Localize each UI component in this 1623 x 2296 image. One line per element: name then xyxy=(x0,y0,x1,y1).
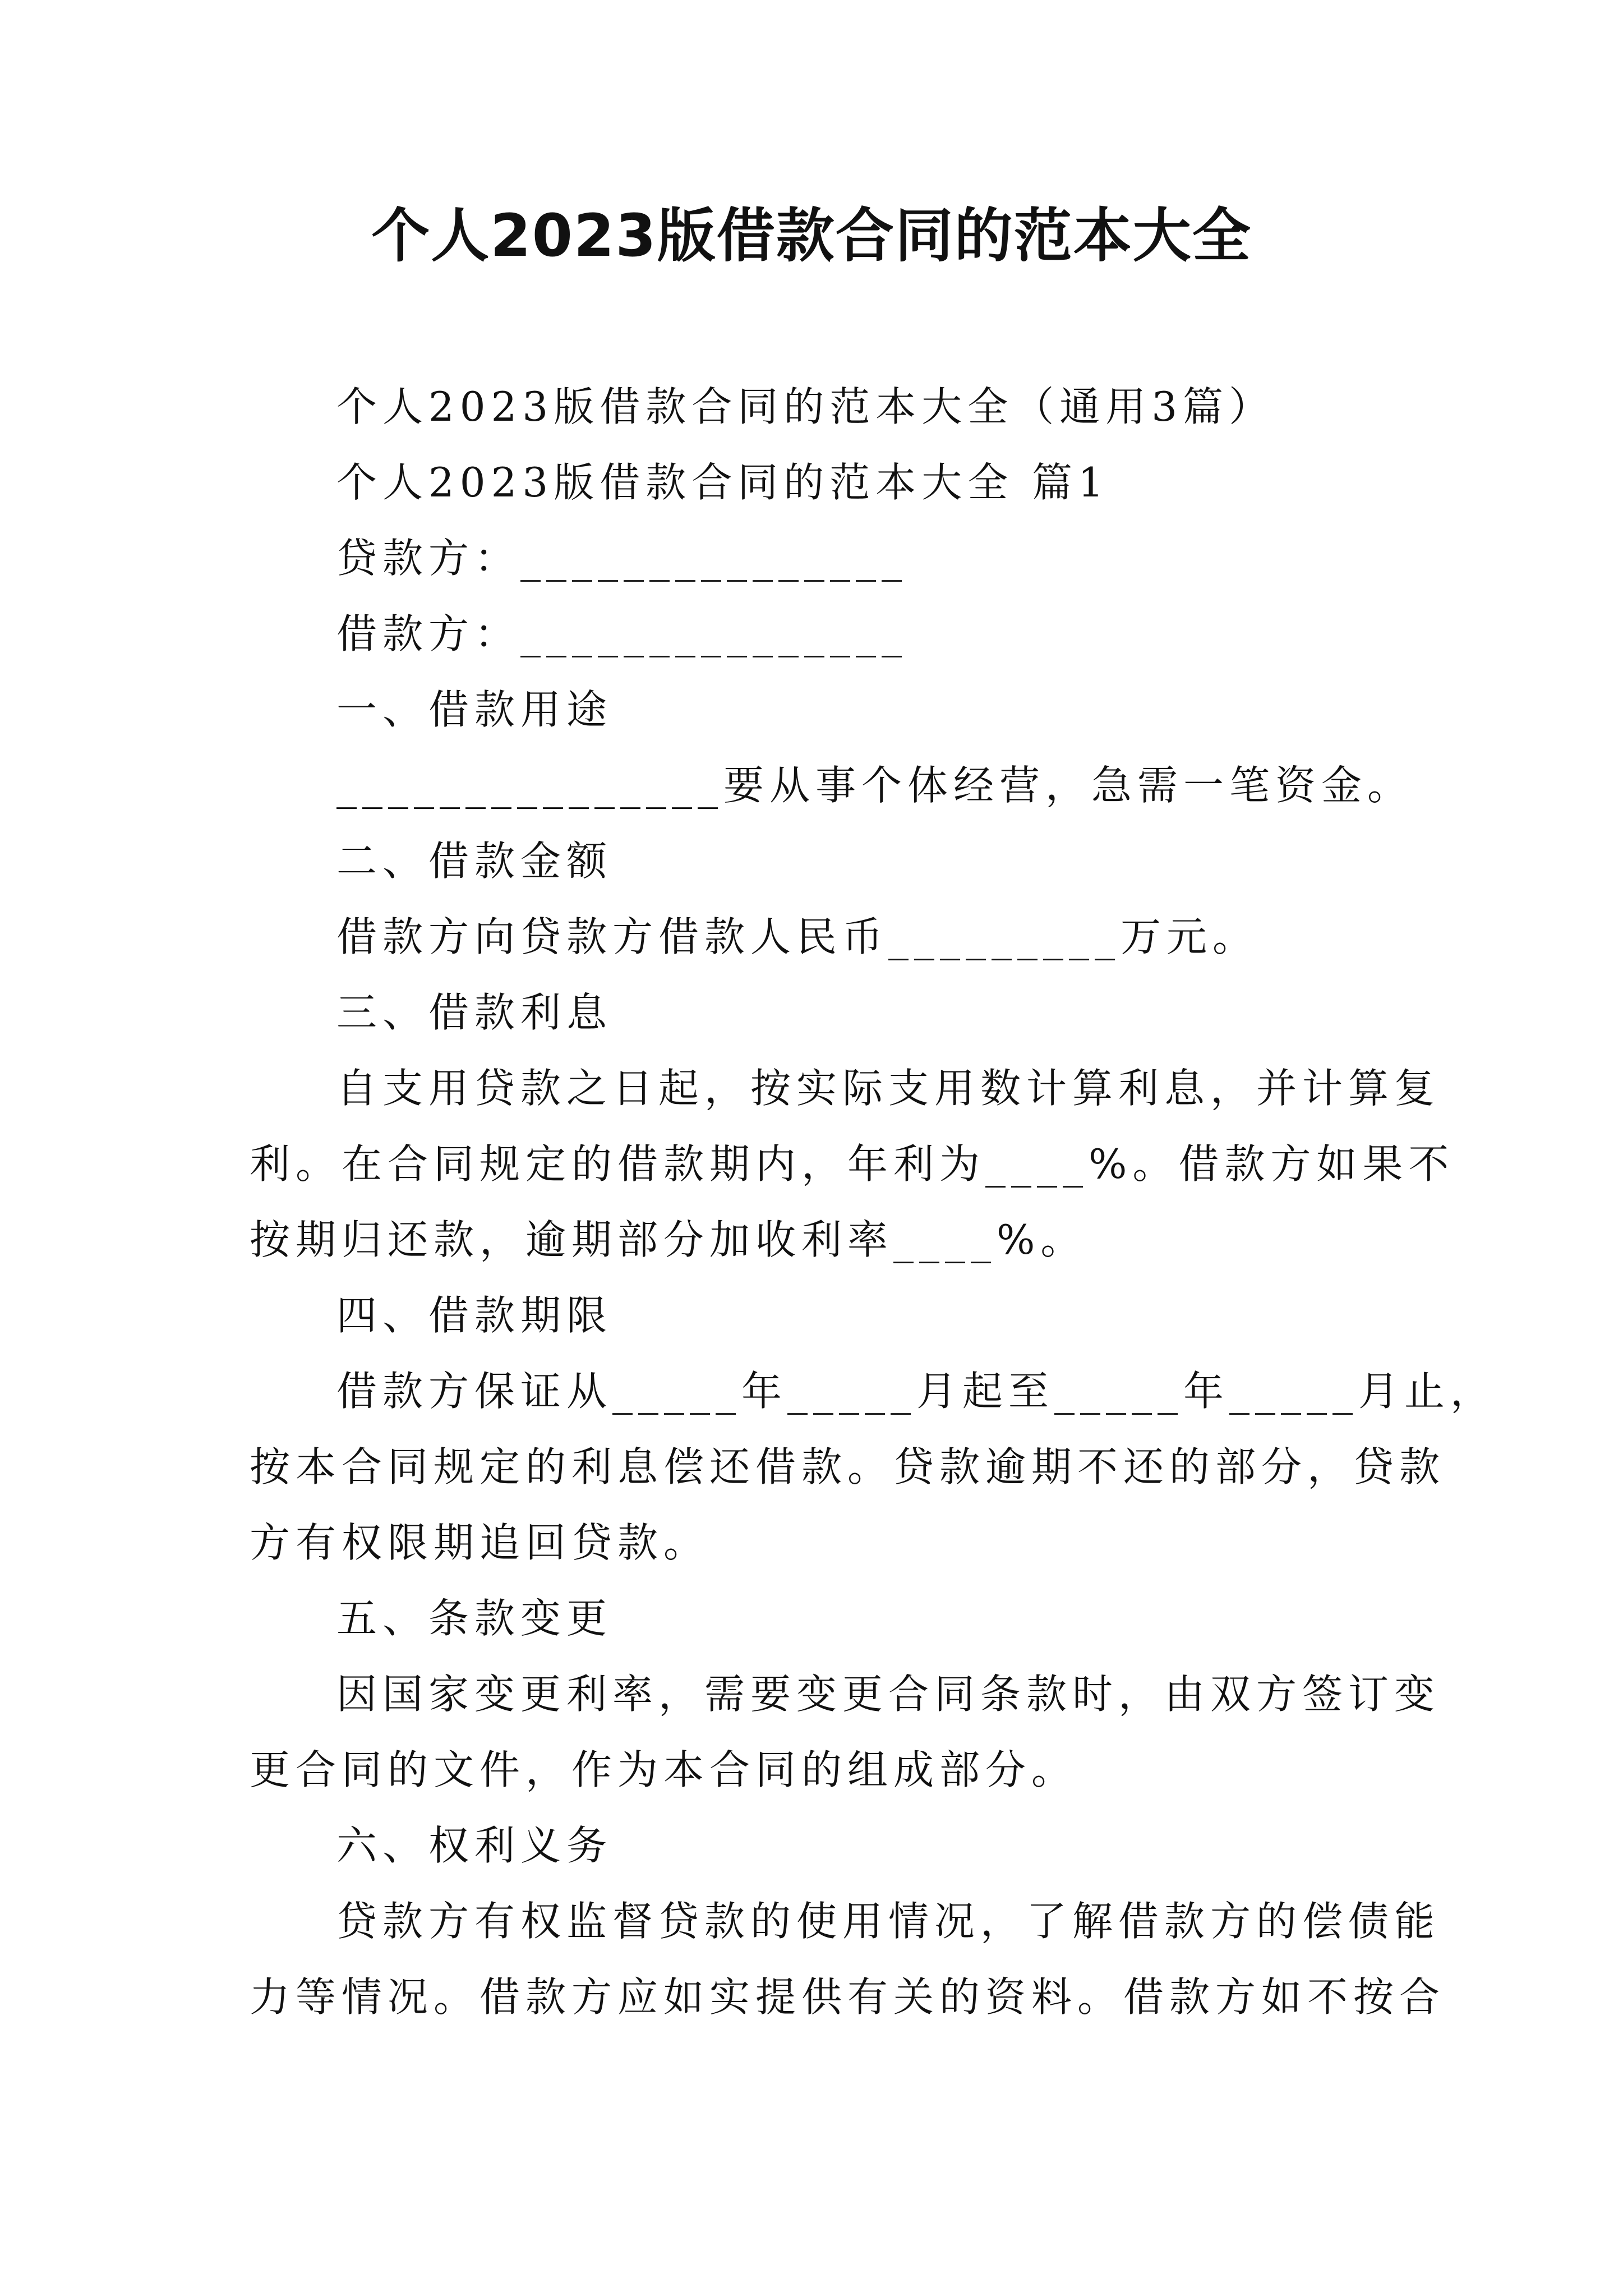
paragraph-line: 因国家变更利率，需要变更合同条款时，由双方签订变 xyxy=(336,1671,1441,1718)
subtitle-line: 个人2023版借款合同的范本大全（通用3篇） xyxy=(336,383,1275,430)
paragraph-line: 按期归还款，逾期部分加收利率____%。 xyxy=(250,1216,1087,1263)
clause-heading: 六、权利义务 xyxy=(336,1822,613,1869)
section-heading: 个人2023版借款合同的范本大全 篇1 xyxy=(336,459,1109,506)
paragraph-line: 更合同的文件，作为本合同的组成部分。 xyxy=(250,1746,1078,1793)
paragraph-line: 贷款方有权监督贷款的使用情况，了解借款方的偿债能 xyxy=(336,1898,1441,1945)
paragraph-line: 自支用贷款之日起，按实际支用数计算利息，并计算复 xyxy=(336,1065,1441,1112)
clause-heading: 四、借款期限 xyxy=(336,1292,613,1339)
paragraph-line: _______________要从事个体经营，急需一笔资金。 xyxy=(336,762,1414,809)
paragraph-line: 利。在合同规定的借款期内，年利为____%。借款方如果不 xyxy=(250,1140,1455,1188)
paragraph-line: 方有权限期追回贷款。 xyxy=(250,1519,710,1566)
clause-heading: 二、借款金额 xyxy=(336,838,613,885)
borrower-field: 借款方：_______________ xyxy=(336,610,908,657)
paragraph-line: 借款方保证从_____年_____月起至_____年_____月止， xyxy=(336,1368,1497,1415)
clause-heading: 三、借款利息 xyxy=(336,989,613,1036)
clause-heading: 一、借款用途 xyxy=(336,686,613,733)
paragraph-line: 力等情况。借款方应如实提供有关的资料。借款方如不按合 xyxy=(250,1973,1446,2021)
document-title: 个人2023版借款合同的范本大全 xyxy=(371,201,1252,270)
lender-field: 贷款方：_______________ xyxy=(336,535,908,582)
paragraph-line: 按本合同规定的利息偿还借款。贷款逾期不还的部分，贷款 xyxy=(250,1443,1446,1490)
clause-heading: 五、条款变更 xyxy=(336,1595,613,1642)
paragraph-line: 借款方向贷款方借款人民币_________万元。 xyxy=(336,913,1259,960)
